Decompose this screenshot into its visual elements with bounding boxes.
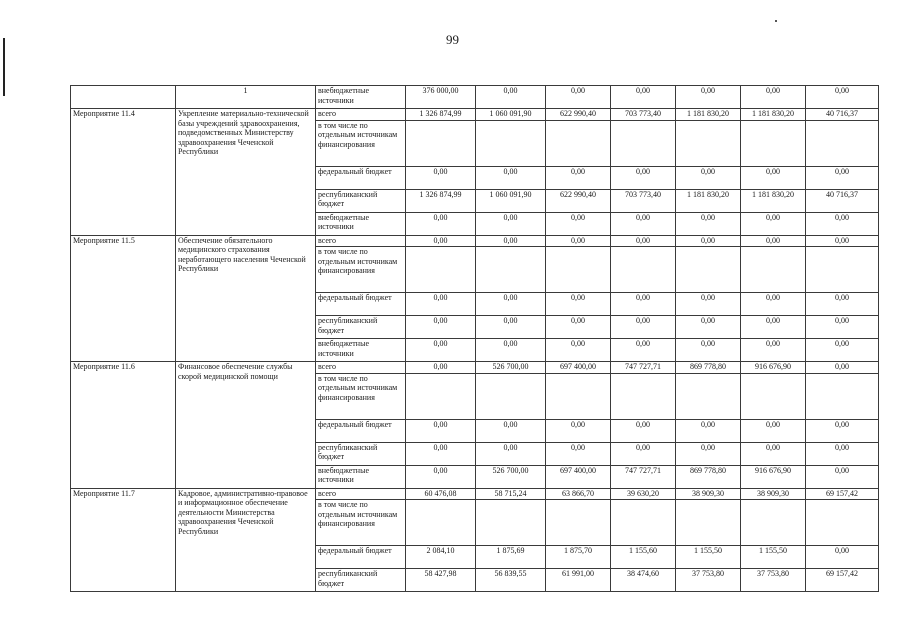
amount-cell: 0,00 xyxy=(611,442,676,465)
amount-cell: 61 991,00 xyxy=(546,569,611,592)
amount-cell: 0,00 xyxy=(806,339,879,362)
amount-cell: 697 400,00 xyxy=(546,465,611,488)
amount-cell: 0,00 xyxy=(676,442,741,465)
amount-cell: 0,00 xyxy=(406,166,476,189)
amount-cell: 0,00 xyxy=(806,546,879,569)
amount-cell: 0,00 xyxy=(806,293,879,316)
amount-cell: 0,00 xyxy=(676,293,741,316)
amount-cell: 0,00 xyxy=(476,442,546,465)
amount-cell: 0,00 xyxy=(611,166,676,189)
amount-cell: 1 060 091,90 xyxy=(476,109,546,121)
amount-cell: 37 753,80 xyxy=(676,569,741,592)
funding-source-cell: в том числе по отдельным источникам финансирования xyxy=(316,500,406,546)
amount-cell: 697 400,00 xyxy=(546,362,611,374)
amount-cell: 0,00 xyxy=(806,362,879,374)
amount-cell: 0,00 xyxy=(406,465,476,488)
empty-cell xyxy=(741,120,806,166)
amount-cell: 38 909,30 xyxy=(676,488,741,500)
funding-source-cell: федеральный бюджет xyxy=(316,166,406,189)
empty-cell xyxy=(406,500,476,546)
funding-source-cell: всего xyxy=(316,362,406,374)
amount-cell: 1 875,70 xyxy=(546,546,611,569)
table-row xyxy=(71,109,879,121)
empty-cell xyxy=(476,247,546,293)
empty-cell xyxy=(406,373,476,419)
amount-cell: 0,00 xyxy=(611,235,676,247)
funding-source-cell: республиканский бюджет xyxy=(316,189,406,212)
empty-cell xyxy=(611,120,676,166)
amount-cell: 1 181 830,20 xyxy=(676,109,741,121)
empty-cell xyxy=(806,247,879,293)
amount-cell: 0,00 xyxy=(806,442,879,465)
empty-cell xyxy=(611,373,676,419)
measure-id-cell: Мероприятие 11.6 xyxy=(71,362,176,489)
amount-cell: 0,00 xyxy=(676,316,741,339)
amount-cell: 0,00 xyxy=(406,419,476,442)
amount-cell: 0,00 xyxy=(741,293,806,316)
amount-cell: 0,00 xyxy=(806,419,879,442)
amount-cell: 376 000,00 xyxy=(406,86,476,109)
amount-cell: 0,00 xyxy=(476,419,546,442)
funding-source-cell: республиканский бюджет xyxy=(316,316,406,339)
empty-cell xyxy=(546,247,611,293)
amount-cell: 0,00 xyxy=(406,362,476,374)
amount-cell: 0,00 xyxy=(741,212,806,235)
empty-cell xyxy=(546,500,611,546)
amount-cell: 0,00 xyxy=(741,419,806,442)
amount-cell: 56 839,55 xyxy=(476,569,546,592)
empty-cell xyxy=(476,373,546,419)
amount-cell: 69 157,42 xyxy=(806,488,879,500)
amount-cell: 869 778,80 xyxy=(676,465,741,488)
empty-cell xyxy=(806,120,879,166)
amount-cell: 1 181 830,20 xyxy=(676,189,741,212)
amount-cell: 0,00 xyxy=(806,316,879,339)
amount-cell: 0,00 xyxy=(806,86,879,109)
table-row xyxy=(71,235,879,247)
amount-cell: 0,00 xyxy=(741,442,806,465)
amount-cell: 0,00 xyxy=(546,166,611,189)
amount-cell: 0,00 xyxy=(476,86,546,109)
amount-cell: 0,00 xyxy=(806,465,879,488)
funding-source-cell: внебюджетные источники xyxy=(316,212,406,235)
amount-cell: 0,00 xyxy=(741,166,806,189)
amount-cell: 0,00 xyxy=(741,86,806,109)
amount-cell: 0,00 xyxy=(546,86,611,109)
funding-source-cell: внебюджетные источники xyxy=(316,465,406,488)
amount-cell: 63 866,70 xyxy=(546,488,611,500)
amount-cell: 1 155,60 xyxy=(611,546,676,569)
amount-cell: 0,00 xyxy=(676,235,741,247)
table-body xyxy=(71,86,879,592)
amount-cell: 0,00 xyxy=(476,212,546,235)
amount-cell: 747 727,71 xyxy=(611,465,676,488)
empty-cell xyxy=(676,373,741,419)
amount-cell: 0,00 xyxy=(476,293,546,316)
amount-cell: 0,00 xyxy=(546,293,611,316)
amount-cell: 0,00 xyxy=(611,339,676,362)
table-row xyxy=(71,86,879,109)
amount-cell: 0,00 xyxy=(546,235,611,247)
empty-cell xyxy=(476,500,546,546)
funding-source-cell: в том числе по отдельным источникам финансирования xyxy=(316,373,406,419)
amount-cell: 1 326 874,99 xyxy=(406,109,476,121)
amount-cell: 0,00 xyxy=(741,235,806,247)
margin-mark xyxy=(3,38,5,96)
amount-cell: 703 773,40 xyxy=(611,189,676,212)
amount-cell: 0,00 xyxy=(806,212,879,235)
amount-cell: 0,00 xyxy=(611,86,676,109)
amount-cell: 869 778,80 xyxy=(676,362,741,374)
amount-cell: 0,00 xyxy=(676,166,741,189)
amount-cell: 916 676,90 xyxy=(741,465,806,488)
amount-cell: 40 716,37 xyxy=(806,109,879,121)
amount-cell: 703 773,40 xyxy=(611,109,676,121)
amount-cell: 0,00 xyxy=(406,339,476,362)
amount-cell: 2 084,10 xyxy=(406,546,476,569)
funding-source-cell: в том числе по отдельным источникам финансирования xyxy=(316,120,406,166)
measure-id-cell xyxy=(71,86,176,109)
empty-cell xyxy=(806,373,879,419)
measure-id-cell: Мероприятие 11.4 xyxy=(71,109,176,236)
funding-source-cell: внебюджетные источники xyxy=(316,86,406,109)
amount-cell: 0,00 xyxy=(806,235,879,247)
empty-cell xyxy=(741,247,806,293)
amount-cell: 526 700,00 xyxy=(476,362,546,374)
amount-cell: 1 181 830,20 xyxy=(741,109,806,121)
measure-id-cell: Мероприятие 11.7 xyxy=(71,488,176,592)
amount-cell: 38 474,60 xyxy=(611,569,676,592)
amount-cell: 1 060 091,90 xyxy=(476,189,546,212)
funding-source-cell: федеральный бюджет xyxy=(316,546,406,569)
measure-desc-cell: Обеспечение обязательного медицинского страхования неработающего населения Чеченской Республики xyxy=(176,235,316,362)
amount-cell: 1 326 874,99 xyxy=(406,189,476,212)
measure-desc-cell: 1 xyxy=(176,86,316,109)
amount-cell: 0,00 xyxy=(676,419,741,442)
amount-cell: 0,00 xyxy=(806,166,879,189)
amount-cell: 0,00 xyxy=(476,235,546,247)
amount-cell: 0,00 xyxy=(476,339,546,362)
amount-cell: 0,00 xyxy=(676,339,741,362)
amount-cell: 0,00 xyxy=(476,166,546,189)
amount-cell: 0,00 xyxy=(611,316,676,339)
empty-cell xyxy=(546,373,611,419)
amount-cell: 0,00 xyxy=(611,212,676,235)
amount-cell: 38 909,30 xyxy=(741,488,806,500)
amount-cell: 622 990,40 xyxy=(546,189,611,212)
measure-desc-cell: Укрепление материально-технической базы учреждений здравоохранения, подведомственных Министерству здравоохранения Чеченской Республики xyxy=(176,109,316,236)
amount-cell: 37 753,80 xyxy=(741,569,806,592)
amount-cell: 0,00 xyxy=(546,442,611,465)
empty-cell xyxy=(741,373,806,419)
funding-source-cell: внебюджетные источники xyxy=(316,339,406,362)
amount-cell: 0,00 xyxy=(476,316,546,339)
amount-cell: 1 875,69 xyxy=(476,546,546,569)
budget-table xyxy=(70,85,879,592)
empty-cell xyxy=(611,500,676,546)
amount-cell: 747 727,71 xyxy=(611,362,676,374)
funding-source-cell: всего xyxy=(316,235,406,247)
measure-id-cell: Мероприятие 11.5 xyxy=(71,235,176,362)
funding-source-cell: федеральный бюджет xyxy=(316,293,406,316)
amount-cell: 0,00 xyxy=(546,339,611,362)
amount-cell: 1 155,50 xyxy=(676,546,741,569)
empty-cell xyxy=(611,247,676,293)
empty-cell xyxy=(406,247,476,293)
empty-cell xyxy=(676,120,741,166)
measure-desc-cell: Финансовое обеспечение службы скорой медицинской помощи xyxy=(176,362,316,489)
amount-cell: 0,00 xyxy=(406,442,476,465)
table-row xyxy=(71,488,879,500)
amount-cell: 60 476,08 xyxy=(406,488,476,500)
amount-cell: 1 155,50 xyxy=(741,546,806,569)
amount-cell: 0,00 xyxy=(611,419,676,442)
amount-cell: 39 630,20 xyxy=(611,488,676,500)
amount-cell: 0,00 xyxy=(546,212,611,235)
amount-cell: 0,00 xyxy=(611,293,676,316)
amount-cell: 0,00 xyxy=(741,316,806,339)
measure-desc-cell: Кадровое, административно-правовое и информационное обеспечение деятельности Министерства здравоохранения Чеченской Республики xyxy=(176,488,316,592)
amount-cell: 0,00 xyxy=(406,212,476,235)
page-number: 99 xyxy=(446,32,459,47)
funding-source-cell: республиканский бюджет xyxy=(316,442,406,465)
amount-cell: 40 716,37 xyxy=(806,189,879,212)
amount-cell: 526 700,00 xyxy=(476,465,546,488)
empty-cell xyxy=(546,120,611,166)
amount-cell: 0,00 xyxy=(406,293,476,316)
amount-cell: 0,00 xyxy=(406,235,476,247)
empty-cell xyxy=(676,247,741,293)
funding-source-cell: республиканский бюджет xyxy=(316,569,406,592)
empty-cell xyxy=(476,120,546,166)
funding-source-cell: в том числе по отдельным источникам финансирования xyxy=(316,247,406,293)
corner-dot xyxy=(775,20,777,22)
amount-cell: 0,00 xyxy=(741,339,806,362)
empty-cell xyxy=(406,120,476,166)
amount-cell: 0,00 xyxy=(406,316,476,339)
funding-source-cell: всего xyxy=(316,488,406,500)
amount-cell: 1 181 830,20 xyxy=(741,189,806,212)
amount-cell: 0,00 xyxy=(676,212,741,235)
funding-source-cell: всего xyxy=(316,109,406,121)
amount-cell: 0,00 xyxy=(546,419,611,442)
empty-cell xyxy=(676,500,741,546)
amount-cell: 622 990,40 xyxy=(546,109,611,121)
amount-cell: 916 676,90 xyxy=(741,362,806,374)
amount-cell: 58 427,98 xyxy=(406,569,476,592)
amount-cell: 69 157,42 xyxy=(806,569,879,592)
amount-cell: 0,00 xyxy=(546,316,611,339)
empty-cell xyxy=(741,500,806,546)
funding-source-cell: федеральный бюджет xyxy=(316,419,406,442)
table-row xyxy=(71,362,879,374)
amount-cell: 58 715,24 xyxy=(476,488,546,500)
amount-cell: 0,00 xyxy=(676,86,741,109)
empty-cell xyxy=(806,500,879,546)
